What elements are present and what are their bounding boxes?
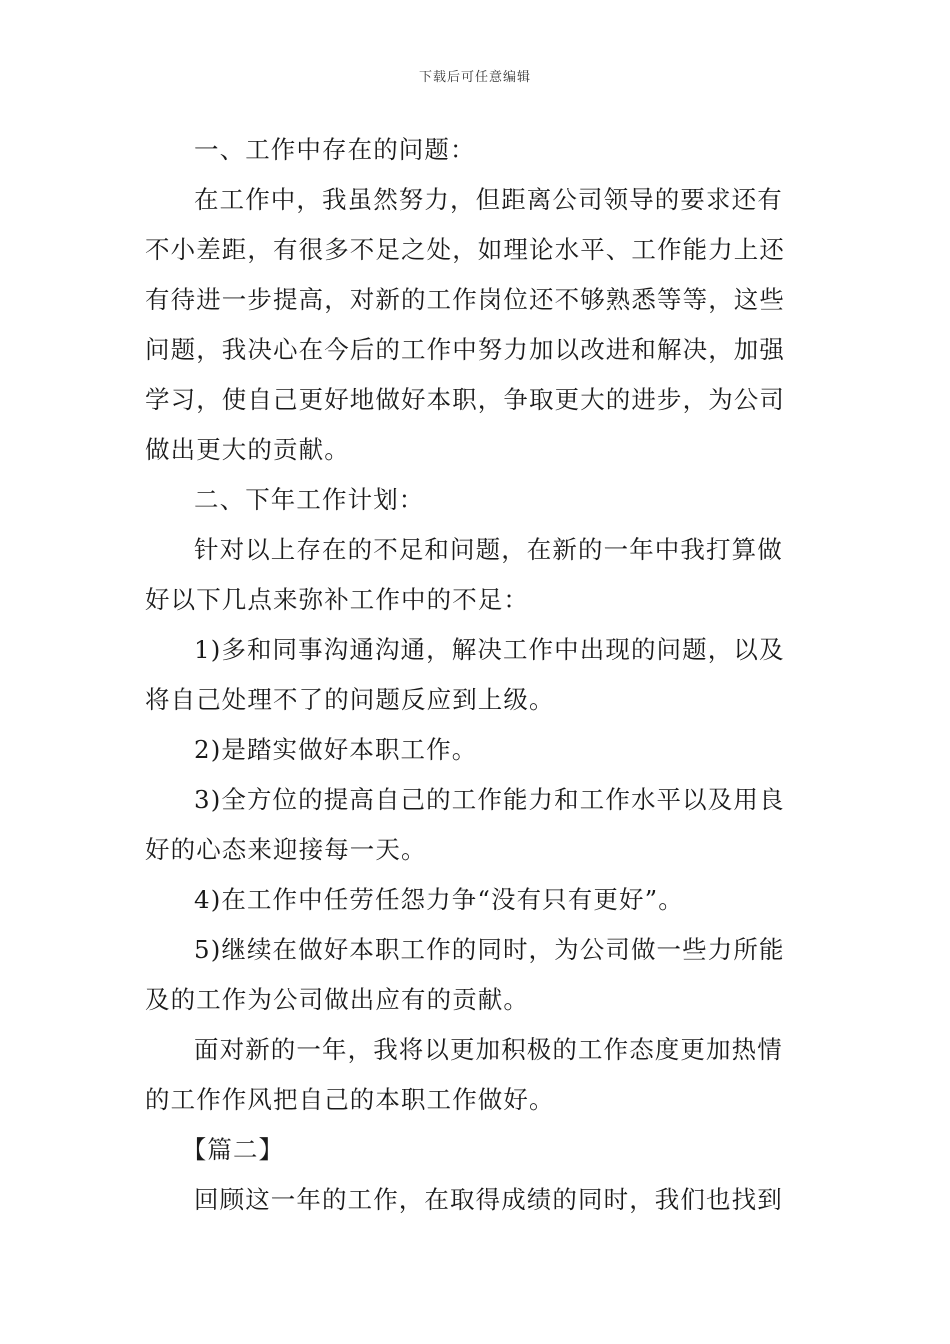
heading-plan: 二、下年工作计划： — [194, 485, 425, 514]
page-header-note: 下载后可任意编辑 — [418, 70, 531, 85]
plan-item-4: 4)在工作中任劳任怨力争“没有只有更好”。 — [194, 885, 684, 914]
paragraph-problems: 在工作中，我虽然努力，但距离公司领导的要求还有不小差距，有很多不足之处，如理论水平、工作能力上还有待进一步提高，对新的工作岗位还不够熟悉等等，这些问题，我决心在今后的工作中努力加以改进和解决，加强学习，使自己更好地做好本职，争取更大的进步，为公司做出更大的贡献。 — [145, 185, 785, 464]
plan-item-1: 1)多和同事沟通沟通，解决工作中出现的问题，以及将自己处理不了的问题反应到上级。 — [145, 635, 785, 714]
paragraph-plan-intro: 针对以上存在的不足和问题，在新的一年中我打算做好以下几点来弥补工作中的不足： — [145, 535, 783, 614]
paragraph-conclusion: 面对新的一年，我将以更加积极的工作态度更加热情的工作作风把自己的本职工作做好。 — [145, 1035, 783, 1114]
plan-item-2: 2)是踏实做好本职工作。 — [194, 735, 478, 764]
plan-item-5: 5)继续在做好本职工作的同时，为公司做一些力所能及的工作为公司做出应有的贡献。 — [145, 935, 785, 1014]
paragraph-section-two-start: 回顾这一年的工作，在取得成绩的同时，我们也找到 — [194, 1185, 783, 1214]
heading-problems: 一、工作中存在的问题： — [194, 135, 476, 164]
section-title: 【篇二】 — [181, 1135, 285, 1164]
plan-item-3: 3)全方位的提高自己的工作能力和工作水平以及用良好的心态来迎接每一天。 — [145, 785, 785, 864]
document-body — [145, 125, 807, 1225]
